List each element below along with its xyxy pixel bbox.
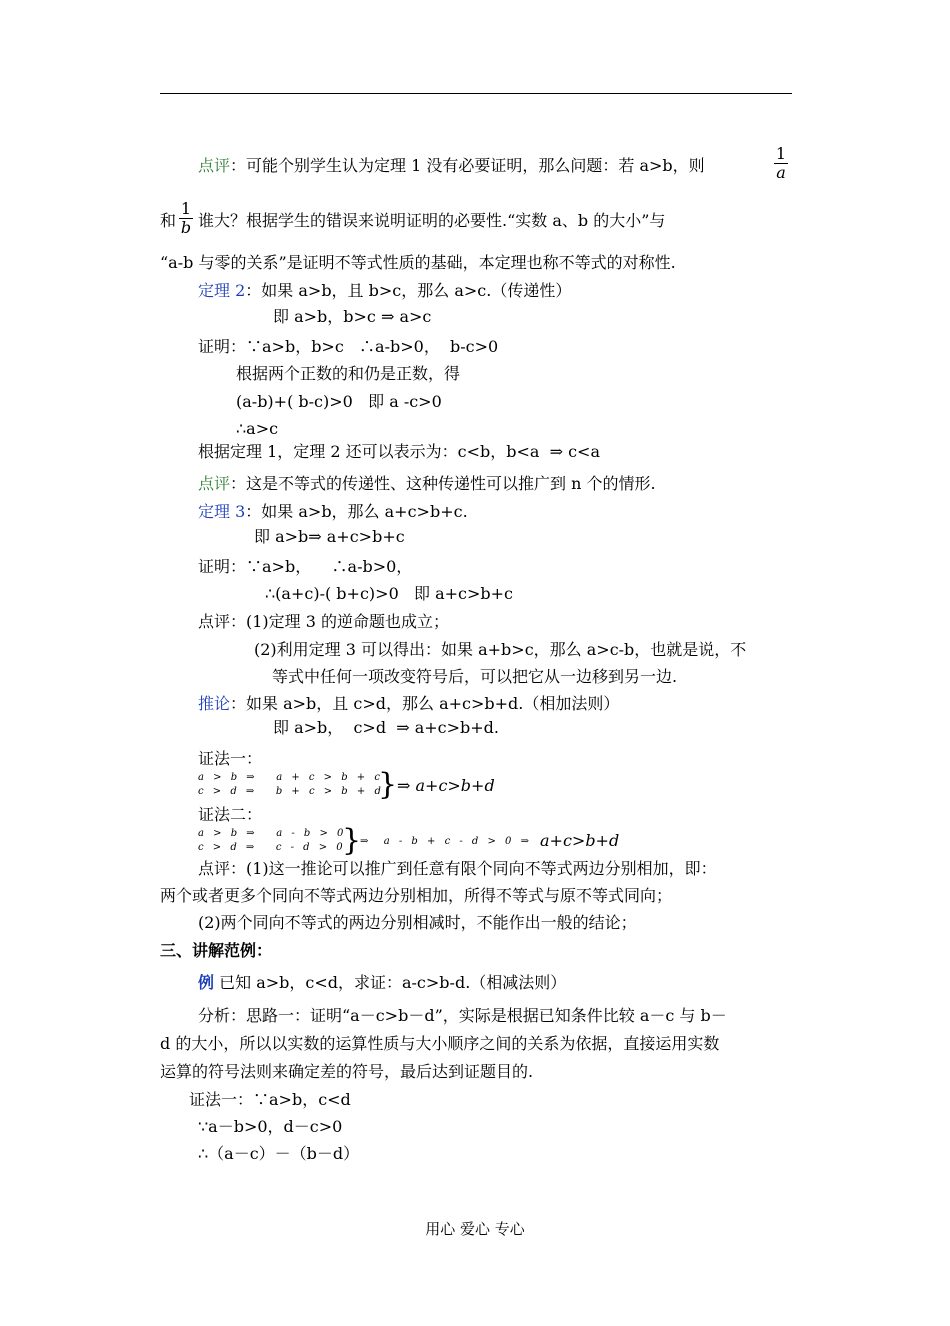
example-proof-line1: 证法一：∵a>b，c<d bbox=[189, 1090, 351, 1109]
theorem3-label: 定理 3 bbox=[198, 502, 246, 521]
proof2-line2: 根据两个正数的和仍是正数，得 bbox=[236, 364, 461, 383]
example-text: 已知 a>b，c<d，求证：a-c>b-d.（相减法则） bbox=[214, 973, 567, 992]
review3-line3: 等式中任何一项改变符号后，可以把它从一边移到另一边. bbox=[272, 667, 678, 686]
example-label: 例 bbox=[198, 973, 215, 992]
frac-num: 1 bbox=[775, 144, 787, 163]
page-footer: 用心 爱心 专心 bbox=[425, 1220, 525, 1238]
review1-line3: “a-b 与零的关系”是证明不等式性质的基础，本定理也称不等式的对称性. bbox=[160, 253, 676, 272]
proof2-line1: 证明：∵a>b，b>c ∴a-b>0， b-c>0 bbox=[198, 337, 499, 356]
review2-text: ：这是不等式的传递性、这种传递性可以推广到 n 个的情形. bbox=[230, 474, 656, 493]
example-line bbox=[198, 973, 566, 993]
corollary-label: 推论 bbox=[198, 694, 231, 713]
review3-line1: 点评：(1)定理 3 的逆命题也成立； bbox=[198, 612, 450, 631]
review1-label: 点评 bbox=[198, 156, 231, 175]
method1-row2: c > d ⇒ b + c > b + d bbox=[198, 786, 384, 797]
example-proof-line2: ∵a－b>0，d－c>0 bbox=[198, 1117, 343, 1136]
review4-line1: 点评：(1)这一推论可以推广到任意有限个同向不等式两边分别相加，即： bbox=[198, 859, 717, 878]
analysis-line1: 分析：思路一：证明“a－c>b－d”，实际是根据已知条件比较 a－c 与 b－ bbox=[198, 1006, 727, 1025]
theorem2-text: ：如果 a>b，且 b>c，那么 a>c.（传递性） bbox=[245, 281, 572, 300]
theorem2-restatement: 根据定理 1，定理 2 还可以表示为：c<b，b<a ⇒ c<a bbox=[198, 442, 600, 461]
method2-middle: ⇒ a - b + c - d > 0 ⇒ bbox=[360, 836, 532, 847]
method2-row1: a > b ⇒ a - b > 0 bbox=[198, 828, 347, 839]
frac-den: b bbox=[180, 218, 192, 237]
theorem2-label: 定理 2 bbox=[198, 281, 246, 300]
method2-row2: c > d ⇒ c - d > 0 bbox=[198, 842, 346, 853]
frac-den: a bbox=[776, 163, 786, 182]
header-rule bbox=[160, 93, 792, 94]
method1-row1: a > b ⇒ a + c > b + c bbox=[198, 772, 383, 783]
proof3-line2: ∴(a+c)-( b+c)>0 即 a+c>b+c bbox=[265, 584, 514, 603]
fraction-one-over-b bbox=[179, 201, 193, 236]
theorem3-text: ：如果 a>b，那么 a+c>b+c. bbox=[245, 502, 468, 521]
corollary-symbolic: 即 a>b， c>d ⇒ a+c>b+d. bbox=[273, 718, 500, 737]
theorem2-line bbox=[198, 281, 571, 301]
method1-result: ⇒ a+c>b+d bbox=[397, 776, 495, 795]
review2-line bbox=[198, 474, 656, 494]
proof3-line1: 证明：∵a>b， ∴a-b>0， bbox=[198, 557, 413, 576]
right-brace: } bbox=[342, 823, 362, 858]
corollary-line bbox=[198, 694, 619, 714]
theorem2-symbolic: 即 a>b，b>c ⇒ a>c bbox=[273, 307, 432, 326]
review1-line2-pre: 和 bbox=[160, 211, 177, 230]
proof2-line3: (a-b)+( b-c)>0 即 a -c>0 bbox=[236, 392, 442, 411]
theorem3-line bbox=[198, 502, 468, 522]
review1-line1 bbox=[198, 156, 705, 176]
method2-title: 证法二： bbox=[198, 805, 263, 824]
section-heading: 三、讲解范例： bbox=[160, 941, 273, 960]
proof2-line4: ∴a>c bbox=[236, 419, 279, 438]
analysis-line3: 运算的符号法则来确定差的符号，最后达到证题目的. bbox=[160, 1062, 534, 1081]
analysis-line2: d 的大小，所以以实数的运算性质与大小顺序之间的关系为依据，直接运用实数 bbox=[160, 1034, 720, 1053]
method1-title: 证法一： bbox=[198, 749, 263, 768]
review1-text: ：可能个别学生认为定理 1 没有必要证明，那么问题：若 a>b，则 bbox=[230, 156, 705, 175]
example-proof-line3: ∴（a－c）－（b－d） bbox=[198, 1144, 360, 1163]
review4-line2: 两个或者更多个同向不等式两边分别相加，所得不等式与原不等式同向； bbox=[160, 886, 673, 905]
corollary-text: ：如果 a>b，且 c>d，那么 a+c>b+d.（相加法则） bbox=[230, 694, 620, 713]
review2-label: 点评 bbox=[198, 474, 231, 493]
frac-num: 1 bbox=[180, 199, 192, 218]
review4-line3: (2)两个同向不等式的两边分别相减时，不能作出一般的结论； bbox=[198, 913, 637, 932]
review1-line2: 谁大？根据学生的错误来说明证明的必要性.“实数 a、b 的大小”与 bbox=[198, 211, 666, 230]
right-brace: } bbox=[378, 767, 398, 802]
theorem3-symbolic: 即 a>b⇒ a+c>b+c bbox=[254, 527, 405, 546]
fraction-one-over-a bbox=[774, 146, 788, 181]
review3-line2: (2)利用定理 3 可以得出：如果 a+b>c，那么 a>c-b，也就是说，不 bbox=[254, 640, 747, 659]
method2-result: a+c>b+d bbox=[540, 831, 620, 850]
